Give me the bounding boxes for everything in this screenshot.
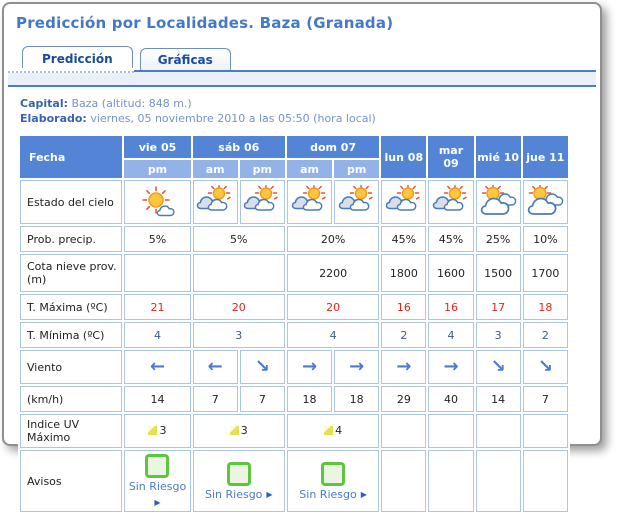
wind-arrow-icon: ← bbox=[207, 356, 223, 377]
tmin-cell: 4 bbox=[124, 322, 190, 348]
warning-cell bbox=[193, 450, 285, 512]
wind-speed-cell: 18 bbox=[334, 386, 379, 412]
warning-cell-empty bbox=[476, 450, 521, 512]
no-risk-icon bbox=[321, 462, 345, 486]
day-header-mie10: mié 10 bbox=[476, 136, 521, 178]
wind-cell bbox=[476, 350, 521, 384]
wind-arrow-icon: → bbox=[301, 356, 318, 377]
warning-link[interactable] bbox=[125, 454, 189, 509]
warning-link[interactable] bbox=[288, 462, 378, 501]
capital-line bbox=[20, 96, 600, 111]
uv-flag-icon bbox=[324, 426, 333, 435]
warning-label: Sin Riesgo bbox=[299, 487, 357, 501]
precip-cell: 5% bbox=[193, 226, 285, 252]
warning-cell-empty bbox=[381, 450, 426, 512]
clouds-sun-icon bbox=[337, 185, 377, 219]
snow-cell: 1500 bbox=[476, 254, 521, 292]
wind-speed-cell: 40 bbox=[428, 386, 473, 412]
tmin-cell: 4 bbox=[428, 322, 473, 348]
snow-cell: 2200 bbox=[287, 254, 379, 292]
elaborado-line bbox=[20, 111, 600, 126]
tmin-cell: 4 bbox=[287, 322, 379, 348]
sun-clouds-icon bbox=[525, 185, 565, 219]
wind-arrow-icon: ↘ bbox=[254, 356, 270, 377]
sky-cell bbox=[334, 180, 379, 224]
tmin-cell: 2 bbox=[381, 322, 426, 348]
uv-cell-empty bbox=[428, 414, 473, 448]
uv-flag-icon bbox=[230, 426, 239, 435]
period-header: pm bbox=[124, 160, 190, 178]
wind-speed-cell: 14 bbox=[124, 386, 190, 412]
wind-speed-cell: 7 bbox=[240, 386, 285, 412]
warning-cell bbox=[287, 450, 379, 512]
wind-cell bbox=[287, 350, 332, 384]
precip-cell: 45% bbox=[428, 226, 473, 252]
row-label-speed: (km/h) bbox=[20, 386, 122, 412]
sky-cell bbox=[124, 180, 190, 224]
row-label-tmax: T. Máxima (ºC) bbox=[20, 294, 122, 320]
warning-label: Sin Riesgo bbox=[128, 479, 187, 493]
sky-cell bbox=[287, 180, 332, 224]
clouds-sun-icon bbox=[242, 185, 282, 219]
tmax-cell: 20 bbox=[287, 294, 379, 320]
tmin-cell: 2 bbox=[523, 322, 568, 348]
precip-cell: 10% bbox=[523, 226, 568, 252]
uv-value: 3 bbox=[159, 424, 167, 437]
day-header-mar09: mar 09 bbox=[428, 136, 473, 178]
detail-arrow-icon: ▶ bbox=[360, 489, 367, 499]
uv-flag-icon bbox=[148, 426, 157, 435]
wind-arrow-icon: ↘ bbox=[537, 356, 553, 377]
active-tab-dotted-underline bbox=[8, 68, 134, 73]
precip-cell: 45% bbox=[381, 226, 426, 252]
clouds-sun-icon bbox=[431, 185, 471, 219]
day-header-lun08: lun 08 bbox=[381, 136, 426, 178]
snow-cell bbox=[193, 254, 285, 292]
row-label-snow: Cota nieve prov.(m) bbox=[20, 254, 122, 292]
wind-speed-cell: 7 bbox=[193, 386, 238, 412]
period-header: pm bbox=[334, 160, 379, 178]
row-label-tmin: T. Mínima (ºC) bbox=[20, 322, 122, 348]
tmax-cell: 21 bbox=[124, 294, 190, 320]
uv-cell bbox=[193, 414, 285, 448]
wind-speed-cell: 29 bbox=[381, 386, 426, 412]
row-label-uv: Indice UV Máximo bbox=[20, 414, 122, 448]
sky-cell bbox=[428, 180, 473, 224]
uv-cell-empty bbox=[523, 414, 568, 448]
no-risk-icon bbox=[145, 454, 169, 478]
wind-speed-cell: 7 bbox=[523, 386, 568, 412]
warning-cell-empty bbox=[428, 450, 473, 512]
tmax-cell: 16 bbox=[381, 294, 426, 320]
precip-cell: 5% bbox=[124, 226, 190, 252]
uv-value: 4 bbox=[335, 424, 343, 437]
clouds-sun-icon bbox=[384, 185, 424, 219]
detail-arrow-icon: ▶ bbox=[154, 497, 161, 507]
tab-bar bbox=[8, 43, 596, 87]
wind-cell bbox=[124, 350, 190, 384]
wind-arrow-icon: ← bbox=[149, 356, 166, 377]
period-header: am bbox=[193, 160, 238, 178]
row-label-sky: Estado del cielo bbox=[20, 180, 122, 224]
warning-cell-empty bbox=[523, 450, 568, 512]
clouds-sun-icon bbox=[290, 185, 330, 219]
row-label-precip: Prob. precip. bbox=[20, 226, 122, 252]
no-risk-icon bbox=[227, 462, 251, 486]
row-label-wind: Viento bbox=[20, 350, 122, 384]
tmax-cell: 18 bbox=[523, 294, 568, 320]
location-info bbox=[20, 96, 600, 126]
sky-cell bbox=[381, 180, 426, 224]
period-header: am bbox=[287, 160, 332, 178]
page-title: Predicción por Localidades. Baza (Granada) bbox=[16, 14, 394, 32]
sun-small-cloud-icon bbox=[137, 185, 177, 219]
wind-cell bbox=[428, 350, 473, 384]
day-header-dom07: dom 07 bbox=[287, 136, 379, 158]
snow-cell: 1800 bbox=[381, 254, 426, 292]
fecha-header: Fecha bbox=[20, 136, 122, 178]
wind-speed-cell: 18 bbox=[287, 386, 332, 412]
uv-cell bbox=[287, 414, 379, 448]
snow-cell: 1600 bbox=[428, 254, 473, 292]
sky-cell bbox=[476, 180, 521, 224]
sun-clouds-icon bbox=[478, 185, 518, 219]
snow-cell bbox=[124, 254, 190, 292]
uv-cell-empty bbox=[476, 414, 521, 448]
row-label-warnings: Avisos bbox=[20, 450, 122, 512]
sky-cell bbox=[193, 180, 238, 224]
tab-graficas[interactable]: Gráficas bbox=[140, 48, 231, 70]
tmax-cell: 17 bbox=[476, 294, 521, 320]
warning-link[interactable] bbox=[194, 462, 284, 501]
period-header: pm bbox=[240, 160, 285, 178]
wind-cell bbox=[334, 350, 379, 384]
uv-value: 3 bbox=[240, 424, 248, 437]
forecast-table bbox=[18, 134, 570, 514]
wind-cell bbox=[381, 350, 426, 384]
tmin-cell: 3 bbox=[476, 322, 521, 348]
wind-speed-cell: 14 bbox=[476, 386, 521, 412]
sky-cell bbox=[523, 180, 568, 224]
wind-arrow-icon: → bbox=[443, 356, 459, 377]
wind-arrow-icon: → bbox=[396, 356, 412, 377]
snow-cell: 1700 bbox=[523, 254, 568, 292]
day-header-jue11: jue 11 bbox=[523, 136, 568, 178]
precip-cell: 20% bbox=[287, 226, 379, 252]
elaborado-label: Elaborado: bbox=[20, 112, 87, 125]
elaborado-value: viernes, 05 noviembre 2010 a las 05:50 (hora local) bbox=[90, 112, 376, 125]
day-header-sab06: sáb 06 bbox=[193, 136, 285, 158]
tmax-cell: 16 bbox=[428, 294, 473, 320]
wind-arrow-icon: ↘ bbox=[490, 356, 506, 377]
clouds-sun-icon bbox=[195, 185, 235, 219]
tmax-cell: 20 bbox=[193, 294, 285, 320]
precip-cell: 25% bbox=[476, 226, 521, 252]
wind-cell bbox=[240, 350, 285, 384]
tab-prediccion[interactable]: Predicción bbox=[22, 46, 133, 70]
uv-cell bbox=[124, 414, 190, 448]
wind-cell bbox=[523, 350, 568, 384]
uv-cell-empty bbox=[381, 414, 426, 448]
tmin-cell: 3 bbox=[193, 322, 285, 348]
warning-cell bbox=[124, 450, 190, 512]
detail-arrow-icon: ▶ bbox=[266, 489, 273, 499]
sky-cell bbox=[240, 180, 285, 224]
wind-cell bbox=[193, 350, 238, 384]
day-header-vie05: vie 05 bbox=[124, 136, 190, 158]
capital-label: Capital: bbox=[20, 97, 68, 110]
wind-arrow-icon: → bbox=[349, 356, 365, 377]
forecast-panel bbox=[2, 2, 602, 507]
capital-value: Baza (altitud: 848 m.) bbox=[71, 97, 192, 110]
warning-label: Sin Riesgo bbox=[204, 487, 263, 501]
